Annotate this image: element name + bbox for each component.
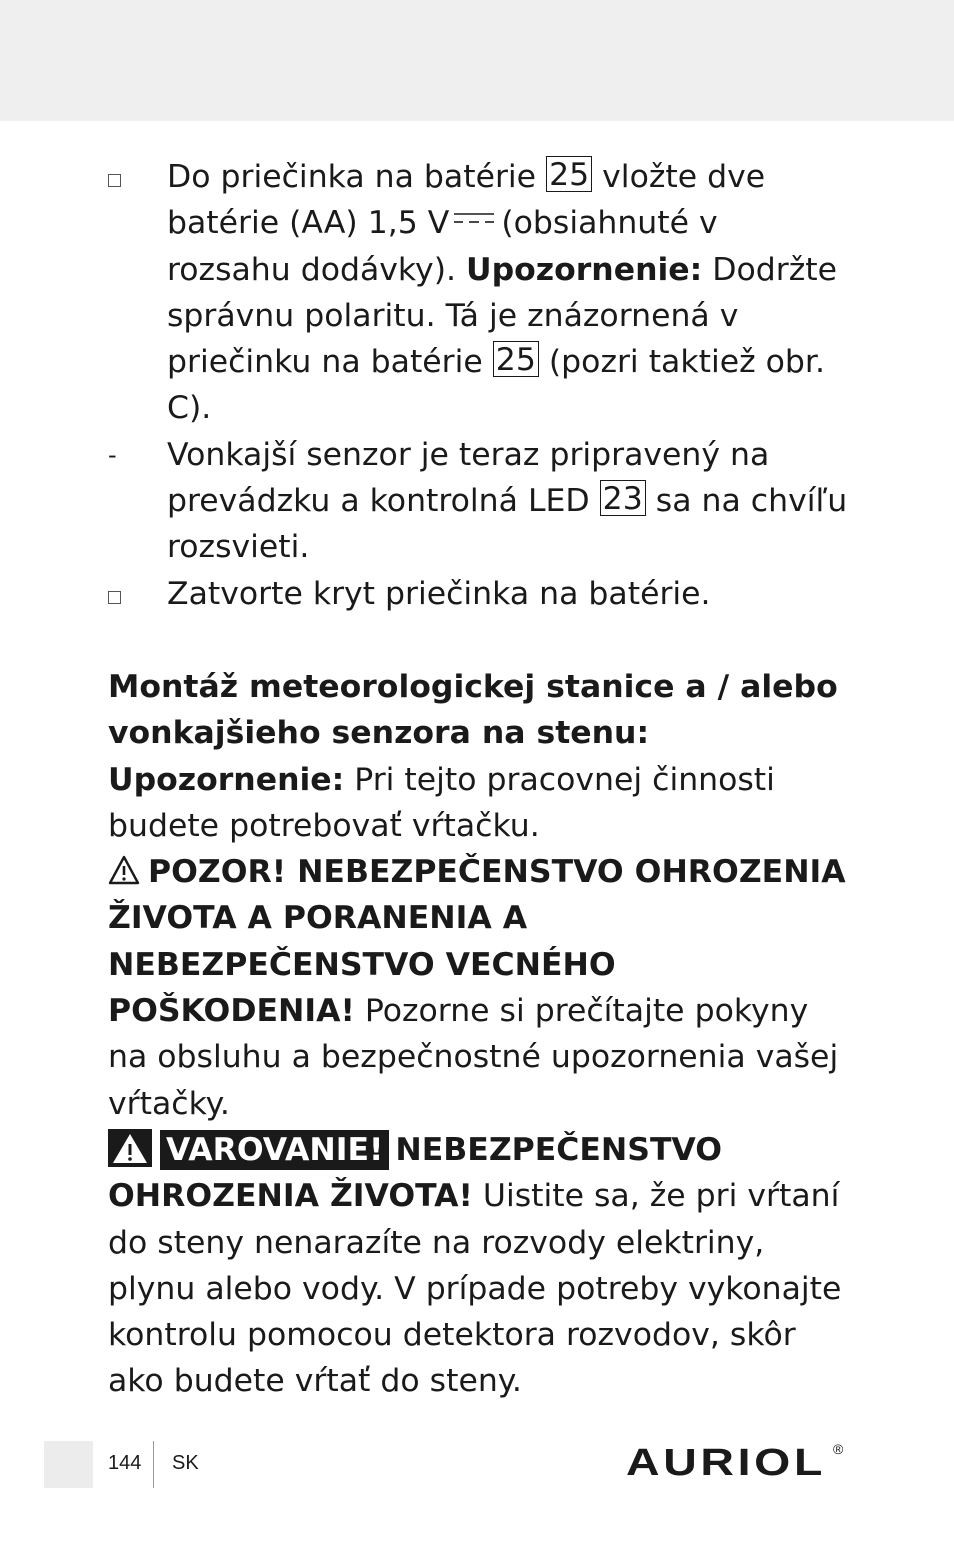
warning-triangle-outline-icon: [108, 855, 140, 885]
checkbox-bullet: [108, 174, 121, 187]
language-code: SK: [172, 1452, 199, 1474]
item-text: vložte dve batérie (AA) 1,5 V: [167, 159, 766, 242]
note-text: Pri tejto pracovnej činnosti budete potrebovať vŕtačku.: [108, 761, 775, 844]
caution-title: POZOR! NEBEZPEČENSTVO OHROZENIA ŽIVOTA A PORANENIA A NEBEZPEČENSTVO VECNÉHO POŠKODENIA!: [108, 854, 846, 1030]
warning-title: NEBEZPEČENSTVO OHROZENIA ŽIVOTA!: [108, 1131, 723, 1215]
caution-paragraph: [108, 849, 848, 1127]
logo-text: AURIOL: [626, 1442, 826, 1481]
auriol-logo: [626, 1441, 848, 1481]
note-paragraph: [108, 757, 848, 850]
warning-paragraph: [108, 1127, 848, 1405]
checkbox-bullet: [108, 591, 121, 604]
item-text: Zatvorte kryt priečinka na batérie.: [167, 575, 711, 612]
dc-current-icon: [453, 211, 495, 225]
note-label: Upozornenie:: [466, 251, 703, 288]
item-text: (pozri taktiež obr. C).: [167, 344, 825, 427]
item-text: sa na chvíľu rozsvieti.: [167, 483, 848, 566]
section-heading: Montáž meteorologickej stanice a / alebo vonkajšieho senzora na stenu:: [108, 668, 838, 752]
list-item: [108, 432, 848, 571]
item-text: (obsiahnuté v rozsahu dodávky).: [167, 205, 718, 288]
reference-number: 23: [600, 480, 646, 516]
item-text: Do priečinka na batérie: [167, 159, 547, 195]
header-band: [0, 0, 954, 121]
list-item: [108, 571, 848, 617]
caution-text: Pozorne si prečítajte pokyny na obsluhu a bezpečnostné upozornenia vašej vŕtačky.: [108, 993, 839, 1122]
dash-bullet: -: [108, 440, 117, 469]
list-item: [108, 154, 848, 432]
warning-text: Uistite sa, že pri vŕtaní do steny nenarazíte na rozvody elektriny, plynu alebo vody. V prípade potreby vykonajte kontrolu pomocou detektora rozvodov, skôr ako budete vŕtať do steny.: [108, 1178, 842, 1400]
warning-triangle-filled-icon: [108, 1129, 152, 1167]
reference-number: 25: [546, 156, 592, 192]
page-content: [108, 154, 848, 1405]
page-number: 144: [108, 1452, 142, 1474]
footer-tab: [44, 1441, 93, 1488]
item-text: Vonkajší senzor je teraz pripravený na prevádzku a kontrolná LED: [167, 436, 770, 520]
registered-mark: ®: [833, 1441, 844, 1457]
warning-label: VAROVANIE!: [160, 1130, 389, 1170]
item-text: Dodržte správnu polaritu. Tá je znázornená v priečinku na batérie: [167, 251, 838, 381]
footer-divider: [153, 1441, 154, 1488]
note-label: Upozornenie:: [108, 761, 345, 798]
reference-number: 25: [493, 341, 539, 377]
